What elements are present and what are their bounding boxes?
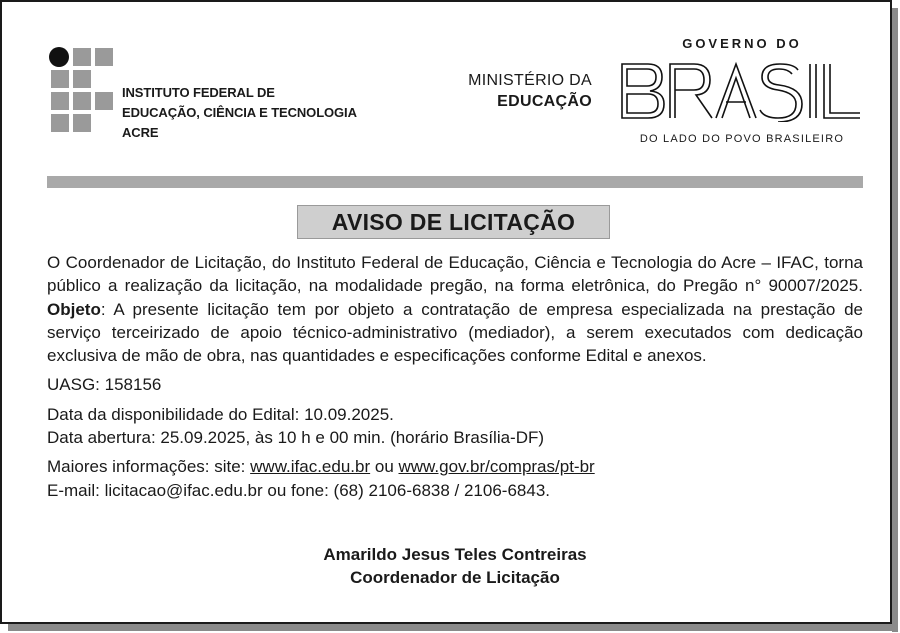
ministerio-line1: MINISTÉRIO DA: [468, 72, 592, 89]
brasil-logo-icon: [618, 60, 864, 122]
gov-compras-link[interactable]: www.gov.br/compras/pt-br: [398, 457, 595, 477]
governo-do-label: GOVERNO DO: [682, 36, 802, 51]
info-line: [47, 455, 863, 478]
uasg-line: UASG: 158156: [47, 375, 162, 395]
email-phone-line: E-mail: licitacao@ifac.edu.br ou fone: (68) 2106-6838 / 2106-6843.: [47, 480, 551, 500]
ifac-site-link[interactable]: www.ifac.edu.br: [250, 457, 371, 477]
ifac-logo-icon: [48, 46, 118, 136]
objeto-text: : A presente licitação tem por objeto a contratação de empresa especializada na prestação de serviço terceirizado de apoio técnico-administrativo (mediador), a serem executados com dedicação exclusiva de mão de obra, nas quantidades e especificações conforme Edital e anexos.: [47, 299, 863, 366]
frame-shadow-right: [892, 8, 898, 632]
signatory-role: Coordenador de Licitação: [350, 568, 560, 587]
objeto-label: Objeto: [47, 299, 101, 319]
data-disponibilidade: Data da disponibilidade do Edital: 10.09.2025.: [47, 404, 394, 424]
ifac-institution-name: [122, 83, 357, 143]
data-abertura: Data abertura: 25.09.2025, às 10 h e 00 min. (horário Brasília-DF): [47, 428, 545, 448]
notice-body: [47, 251, 863, 502]
notice-title: AVISO DE LICITAÇÃO: [297, 205, 610, 239]
ifac-name-line2: EDUCAÇÃO, CIÊNCIA E TECNOLOGIA: [122, 105, 357, 120]
ifac-name-line1: INSTITUTO FEDERAL DE: [122, 85, 275, 100]
ministerio-educacao-label: [440, 70, 592, 112]
governo-slogan: DO LADO DO POVO BRASILEIRO: [639, 133, 845, 145]
frame-shadow-bottom: [8, 624, 898, 631]
info-separator: ou: [370, 457, 399, 477]
info-prefix: Maiores informações: site:: [47, 457, 251, 477]
signature-block: [200, 543, 710, 589]
notice-paragraph: [47, 251, 863, 367]
ifac-name-line3: ACRE: [122, 125, 159, 140]
header-divider: [47, 176, 863, 188]
signatory-name: Amarildo Jesus Teles Contreiras: [323, 545, 587, 564]
ministerio-line2: EDUCAÇÃO: [497, 93, 592, 110]
paragraph-intro: O Coordenador de Licitação, do Instituto Federal de Educação, Ciência e Tecnologia do Acre – IFAC, torna público a realização da licitação, na modalidade pregão, na forma eletrônica, do Pregão n° 90007/2025.: [47, 253, 863, 296]
